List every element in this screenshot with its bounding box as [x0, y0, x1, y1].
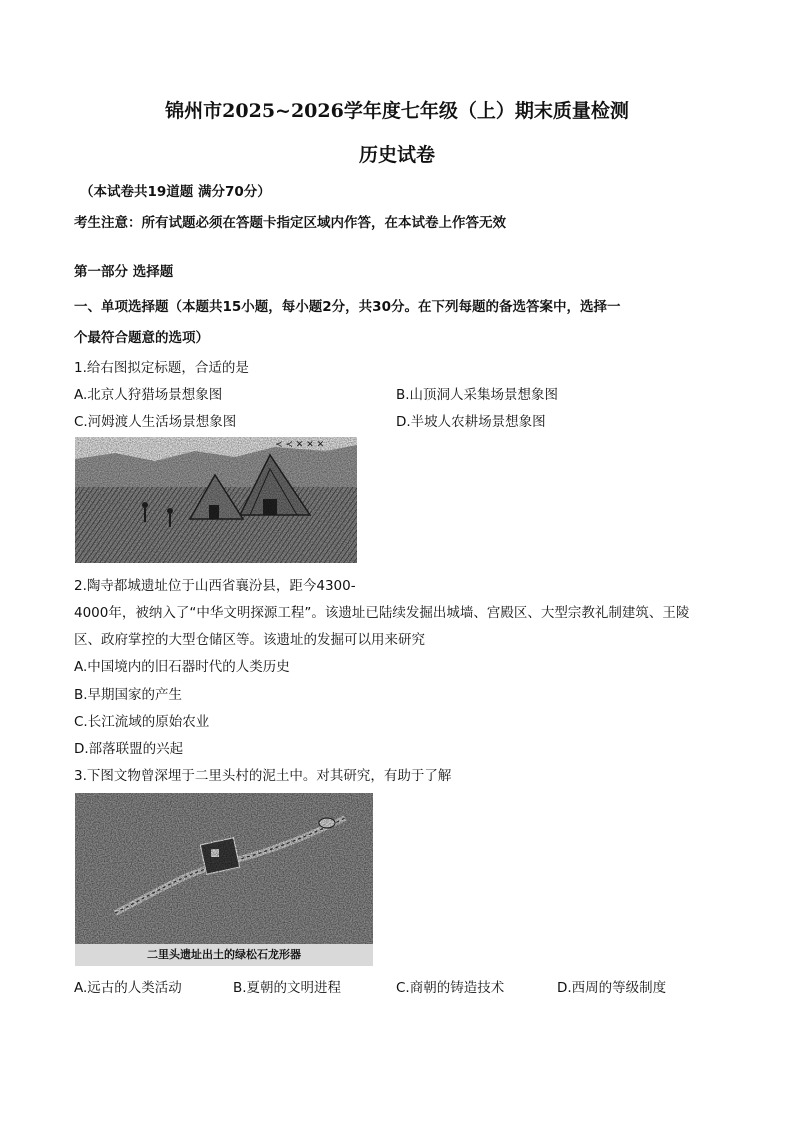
question-1-stem: 1.给右图拟定标题，合适的是: [74, 360, 249, 376]
exam-info: （本试卷共19道题 满分70分）: [80, 184, 271, 200]
section-instructions-line1: 一、单项选择题（本题共15小题，每小题2分，共30分。在下列每题的备选答案中，选择一: [74, 299, 621, 315]
question-2-stem-line1: 2.陶寺都城遗址位于山西省襄汾县，距今4300-: [74, 578, 356, 594]
question-1-option-b: B.山顶洞人采集场景想象图: [396, 387, 559, 403]
question-1-option-a: A.北京人狩猎场景想象图: [74, 387, 223, 403]
question-3-option-b: B.夏朝的文明进程: [233, 980, 342, 996]
question-2-option-a: A.中国境内的旧石器时代的人类历史: [74, 659, 290, 675]
question-2-option-b: B.早期国家的产生: [74, 687, 183, 703]
exam-title: 锦州市2025~2026学年度七年级（上）期末质量检测: [165, 100, 629, 122]
question-1-option-c: C.河姆渡人生活场景想象图: [74, 414, 237, 430]
question-1-image: [75, 437, 357, 563]
question-3-option-d: D.西周的等级制度: [557, 980, 667, 996]
question-2-option-d: D.部落联盟的兴起: [74, 741, 184, 757]
question-1-option-d: D.半坡人农耕场景想象图: [396, 414, 546, 430]
question-3-stem: 3.下图文物曾深埋于二里头村的泥土中。对其研究，有助于了解: [74, 768, 452, 784]
question-2-stem-line2: 4000年，被纳入了“中华文明探源工程”。该遗址已陆续发掘出城墙、宫殿区、大型宗教礼制建筑、王陵: [74, 605, 690, 621]
section-instructions-line2: 个最符合题意的选项）: [74, 330, 209, 346]
exam-subtitle: 历史试卷: [358, 144, 435, 166]
question-3-image-caption: 二里头遗址出土的绿松石龙形器: [75, 944, 373, 966]
exam-notice: 考生注意：所有试题必须在答题卡指定区域内作答，在本试卷上作答无效: [74, 215, 506, 231]
question-3-image: [75, 793, 373, 966]
part-title: 第一部分 选择题: [74, 264, 174, 280]
question-2-option-c: C.长江流域的原始农业: [74, 714, 210, 730]
question-3-option-a: A.远古的人类活动: [74, 980, 182, 996]
question-3-option-c: C.商朝的铸造技术: [396, 980, 505, 996]
question-2-stem-line3: 区、政府掌控的大型仓储区等。该遗址的发掘可以用来研究: [74, 632, 425, 648]
